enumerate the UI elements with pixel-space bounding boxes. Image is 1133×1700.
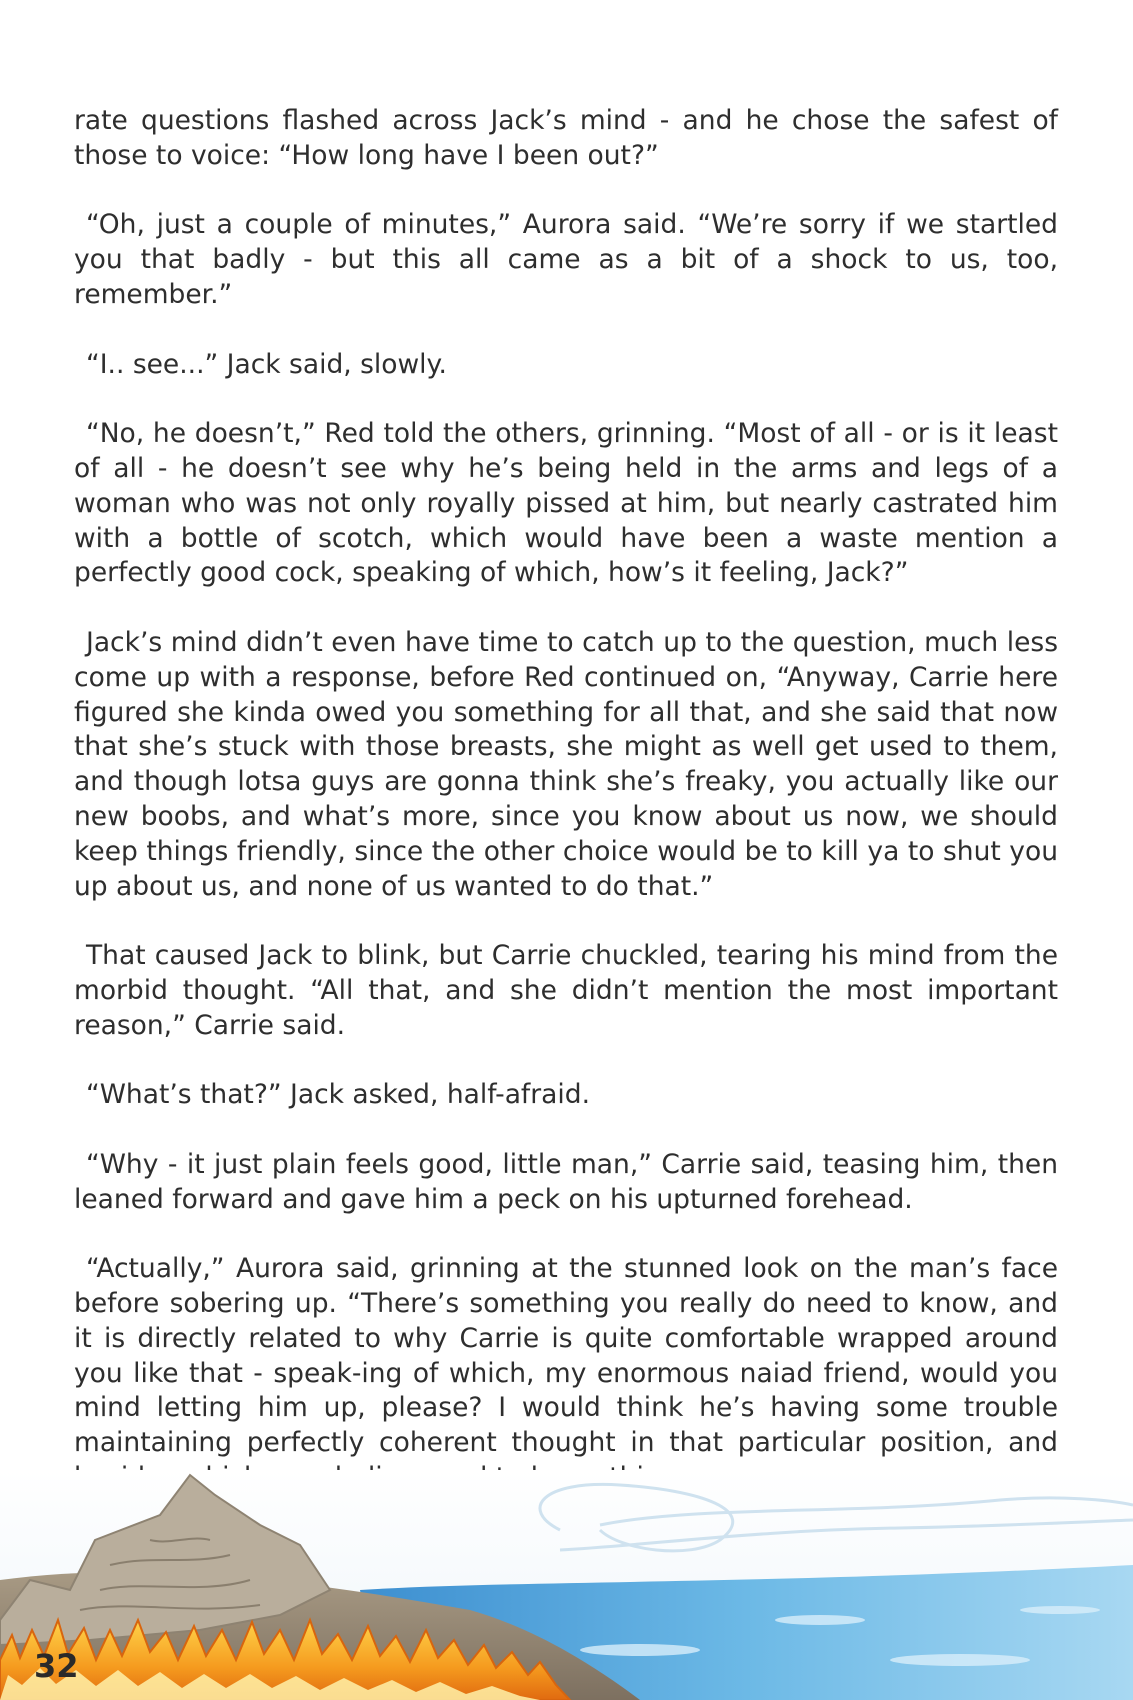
footer-landscape-illustration	[0, 1470, 1133, 1700]
page-number: 32	[34, 1647, 79, 1685]
paragraph: rate questions flashed across Jack’s mind - and he chose the safest of those to voice: “How long have I been out?”	[74, 105, 1058, 171]
paragraph: “Oh, just a couple of minutes,” Aurora said. “We’re sorry if we startled you that badly - but this all came as a bit of a shock to us, too, remember.”	[74, 209, 1058, 310]
paragraph: Jack’s mind didn’t even have time to catch up to the question, much less come up with a response, before Red continued on, “Anyway, Carrie here figured she kinda owed you something for all that, and she said that now that she’s stuck with those breasts, she might as well get used to them, and though lotsa guys are gonna think she’s freaky, you actually like our new boobs, and what’s more, since you know about us now, we should keep things friendly, since the other choice would be to kill ya to shut you up about us, and none of us wanted to do that.”	[74, 626, 1058, 902]
page-body-text	[74, 104, 1058, 1496]
paragraph: “No, he doesn’t,” Red told the others, grinning. “Most of all - or is it least of all - he doesn’t see why he’s being held in the arms and legs of a woman who was not only royally pissed at him, but nearly castrated him with a bottle of scotch, which would have been a waste mention a perfectly good cock, speaking of which, how’s it feeling, Jack?”	[74, 418, 1058, 589]
paragraph: “I.. see...” Jack said, slowly.	[86, 348, 447, 380]
paragraph: That caused Jack to blink, but Carrie chuckled, tearing his mind from the morbid thought. “All that, and she didn’t mention the most important reason,” Carrie said.	[74, 940, 1058, 1041]
paragraph: “Actually,” Aurora said, grinning at the stunned look on the man’s face before sobering up. “There’s something you really do need to know, and it is directly related to why Carrie is quite comfortable wrapped around you like that - speak-ing of which, my enormous naiad friend, would you mind letting him up, please? I would think he’s having some trouble maintaining perfectly coherent thought in that particular position, and	[74, 1253, 1058, 1459]
paragraph: “Why - it just plain feels good, little man,” Carrie said, teasing him, then leaned forward and gave him a peck on his upturned forehead.	[74, 1148, 1058, 1215]
paragraph: “What’s that?” Jack asked, half-afraid.	[86, 1079, 591, 1111]
